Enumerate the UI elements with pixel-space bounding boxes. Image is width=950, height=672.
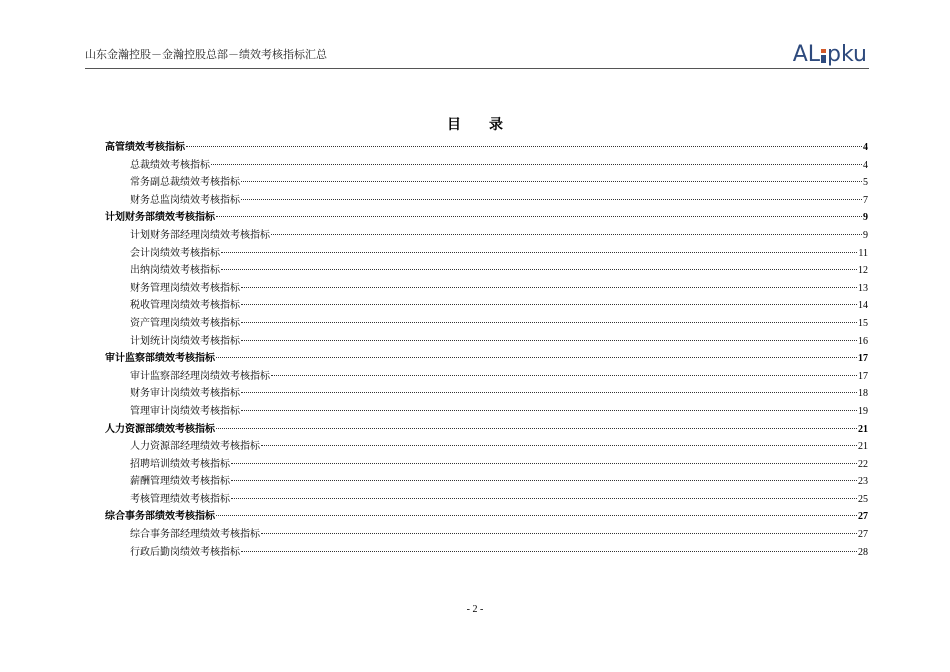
toc-subsection-entry[interactable] xyxy=(105,261,868,279)
toc-subsection-entry[interactable] xyxy=(105,244,868,262)
toc-dot-leader xyxy=(241,409,857,411)
toc-entry-page: 18 xyxy=(858,388,868,400)
toc-entry-label: 计划统计岗绩效考核指标 xyxy=(130,335,240,347)
toc-entry-label: 总裁绩效考核指标 xyxy=(130,159,210,171)
toc-entry-label: 行政后勤岗绩效考核指标 xyxy=(130,546,240,558)
toc-entry-page: 5 xyxy=(863,177,868,189)
page-header xyxy=(85,40,869,69)
toc-subsection-entry[interactable] xyxy=(105,472,868,490)
toc-entry-label: 管理审计岗绩效考核指标 xyxy=(130,405,240,417)
logo-mark-icon xyxy=(821,49,826,63)
toc-dot-leader xyxy=(216,427,857,429)
toc-dot-leader xyxy=(261,444,857,446)
toc-entry-page: 25 xyxy=(858,493,868,505)
header-title: 山东金瀚控股－金瀚控股总部－绩效考核指标汇总 xyxy=(85,48,327,61)
page-number: - 2 - xyxy=(466,604,484,615)
toc-entry-page: 11 xyxy=(858,247,868,259)
toc-entry-label: 人力资源部绩效考核指标 xyxy=(105,423,215,435)
toc-entry-page: 7 xyxy=(863,194,868,206)
toc-entry-page: 16 xyxy=(858,335,868,347)
toc-dot-leader xyxy=(241,550,857,552)
toc-subsection-entry[interactable] xyxy=(105,367,868,385)
toc-title: 目 录 xyxy=(447,117,503,133)
toc-entry-label: 财务审计岗绩效考核指标 xyxy=(130,388,240,400)
toc-entry-page: 4 xyxy=(863,142,868,153)
toc-dot-leader xyxy=(231,497,857,499)
toc-entry-label: 招聘培训绩效考核指标 xyxy=(130,458,230,470)
toc-subsection-entry[interactable] xyxy=(105,226,868,244)
toc-dot-leader xyxy=(216,356,857,358)
toc-entry-page: 21 xyxy=(858,423,868,435)
toc-dot-leader xyxy=(261,532,857,534)
toc-entry-page: 4 xyxy=(863,159,868,171)
table-of-contents xyxy=(105,138,868,560)
toc-dot-leader xyxy=(231,479,857,481)
toc-entry-page: 15 xyxy=(858,317,868,329)
company-logo xyxy=(793,43,867,67)
toc-dot-leader xyxy=(241,321,857,323)
toc-dot-leader xyxy=(216,215,862,217)
toc-entry-page: 17 xyxy=(858,353,868,365)
toc-entry-page: 9 xyxy=(863,229,868,241)
toc-subsection-entry[interactable] xyxy=(105,332,868,350)
toc-dot-leader xyxy=(271,233,862,235)
toc-dot-leader xyxy=(241,339,857,341)
toc-dot-leader xyxy=(211,163,862,165)
toc-entry-label: 常务副总裁绩效考核指标 xyxy=(130,177,240,189)
toc-subsection-entry[interactable] xyxy=(105,296,868,314)
toc-dot-leader xyxy=(231,462,857,464)
toc-dot-leader xyxy=(221,268,857,270)
toc-subsection-entry[interactable] xyxy=(105,173,868,191)
toc-entry-page: 23 xyxy=(858,476,868,488)
toc-entry-label: 资产管理岗绩效考核指标 xyxy=(130,317,240,329)
toc-entry-label: 审计监察部绩效考核指标 xyxy=(105,353,215,365)
toc-entry-label: 财务总监岗绩效考核指标 xyxy=(130,194,240,206)
toc-entry-page: 19 xyxy=(858,405,868,417)
toc-entry-page: 22 xyxy=(858,458,868,470)
toc-dot-leader xyxy=(241,198,862,200)
toc-dot-leader xyxy=(241,303,857,305)
toc-dot-leader xyxy=(241,286,857,288)
toc-entry-label: 出纳岗绩效考核指标 xyxy=(130,265,220,277)
toc-subsection-entry[interactable] xyxy=(105,156,868,174)
toc-entry-page: 14 xyxy=(858,300,868,312)
toc-section-entry[interactable] xyxy=(105,420,868,438)
toc-entry-label: 综合事务部绩效考核指标 xyxy=(105,511,215,523)
logo-text-suffix: pku xyxy=(827,42,867,67)
toc-section-entry[interactable] xyxy=(105,349,868,367)
toc-subsection-entry[interactable] xyxy=(105,525,868,543)
toc-entry-label: 财务管理岗绩效考核指标 xyxy=(130,282,240,294)
toc-entry-label: 薪酬管理绩效考核指标 xyxy=(130,476,230,488)
toc-subsection-entry[interactable] xyxy=(105,437,868,455)
toc-dot-leader xyxy=(271,374,857,376)
toc-entry-page: 21 xyxy=(858,441,868,453)
toc-entry-label: 综合事务部经理绩效考核指标 xyxy=(130,529,260,541)
toc-section-entry[interactable] xyxy=(105,507,868,525)
toc-subsection-entry[interactable] xyxy=(105,455,868,473)
toc-dot-leader xyxy=(241,391,857,393)
toc-entry-page: 27 xyxy=(858,529,868,541)
toc-entry-label: 会计岗绩效考核指标 xyxy=(130,247,220,259)
toc-entry-label: 税收管理岗绩效考核指标 xyxy=(130,300,240,312)
toc-entry-page: 12 xyxy=(858,265,868,277)
toc-entry-page: 9 xyxy=(863,212,868,224)
toc-section-entry[interactable] xyxy=(105,208,868,226)
toc-entry-label: 人力资源部经理绩效考核指标 xyxy=(130,441,260,453)
toc-subsection-entry[interactable] xyxy=(105,279,868,297)
toc-dot-leader xyxy=(221,251,857,253)
toc-dot-leader xyxy=(241,180,862,182)
toc-subsection-entry[interactable] xyxy=(105,384,868,402)
toc-entry-label: 高管绩效考核指标 xyxy=(105,142,185,153)
toc-entry-page: 28 xyxy=(858,546,868,558)
toc-entry-label: 审计监察部经理岗绩效考核指标 xyxy=(130,370,270,382)
logo-text-prefix: AL xyxy=(792,42,821,67)
toc-subsection-entry[interactable] xyxy=(105,490,868,508)
toc-section-entry[interactable] xyxy=(105,138,868,156)
toc-entry-page: 27 xyxy=(858,511,868,523)
toc-entry-page: 13 xyxy=(858,282,868,294)
toc-subsection-entry[interactable] xyxy=(105,402,868,420)
toc-entry-label: 计划财务部绩效考核指标 xyxy=(105,212,215,224)
toc-subsection-entry[interactable] xyxy=(105,314,868,332)
toc-entry-page: 17 xyxy=(858,370,868,382)
toc-dot-leader xyxy=(216,514,857,516)
toc-subsection-entry[interactable] xyxy=(105,191,868,209)
toc-entry-label: 考核管理绩效考核指标 xyxy=(130,493,230,505)
toc-entry-label: 计划财务部经理岗绩效考核指标 xyxy=(130,229,270,241)
toc-dot-leader xyxy=(186,145,862,147)
toc-subsection-entry[interactable] xyxy=(105,543,868,561)
